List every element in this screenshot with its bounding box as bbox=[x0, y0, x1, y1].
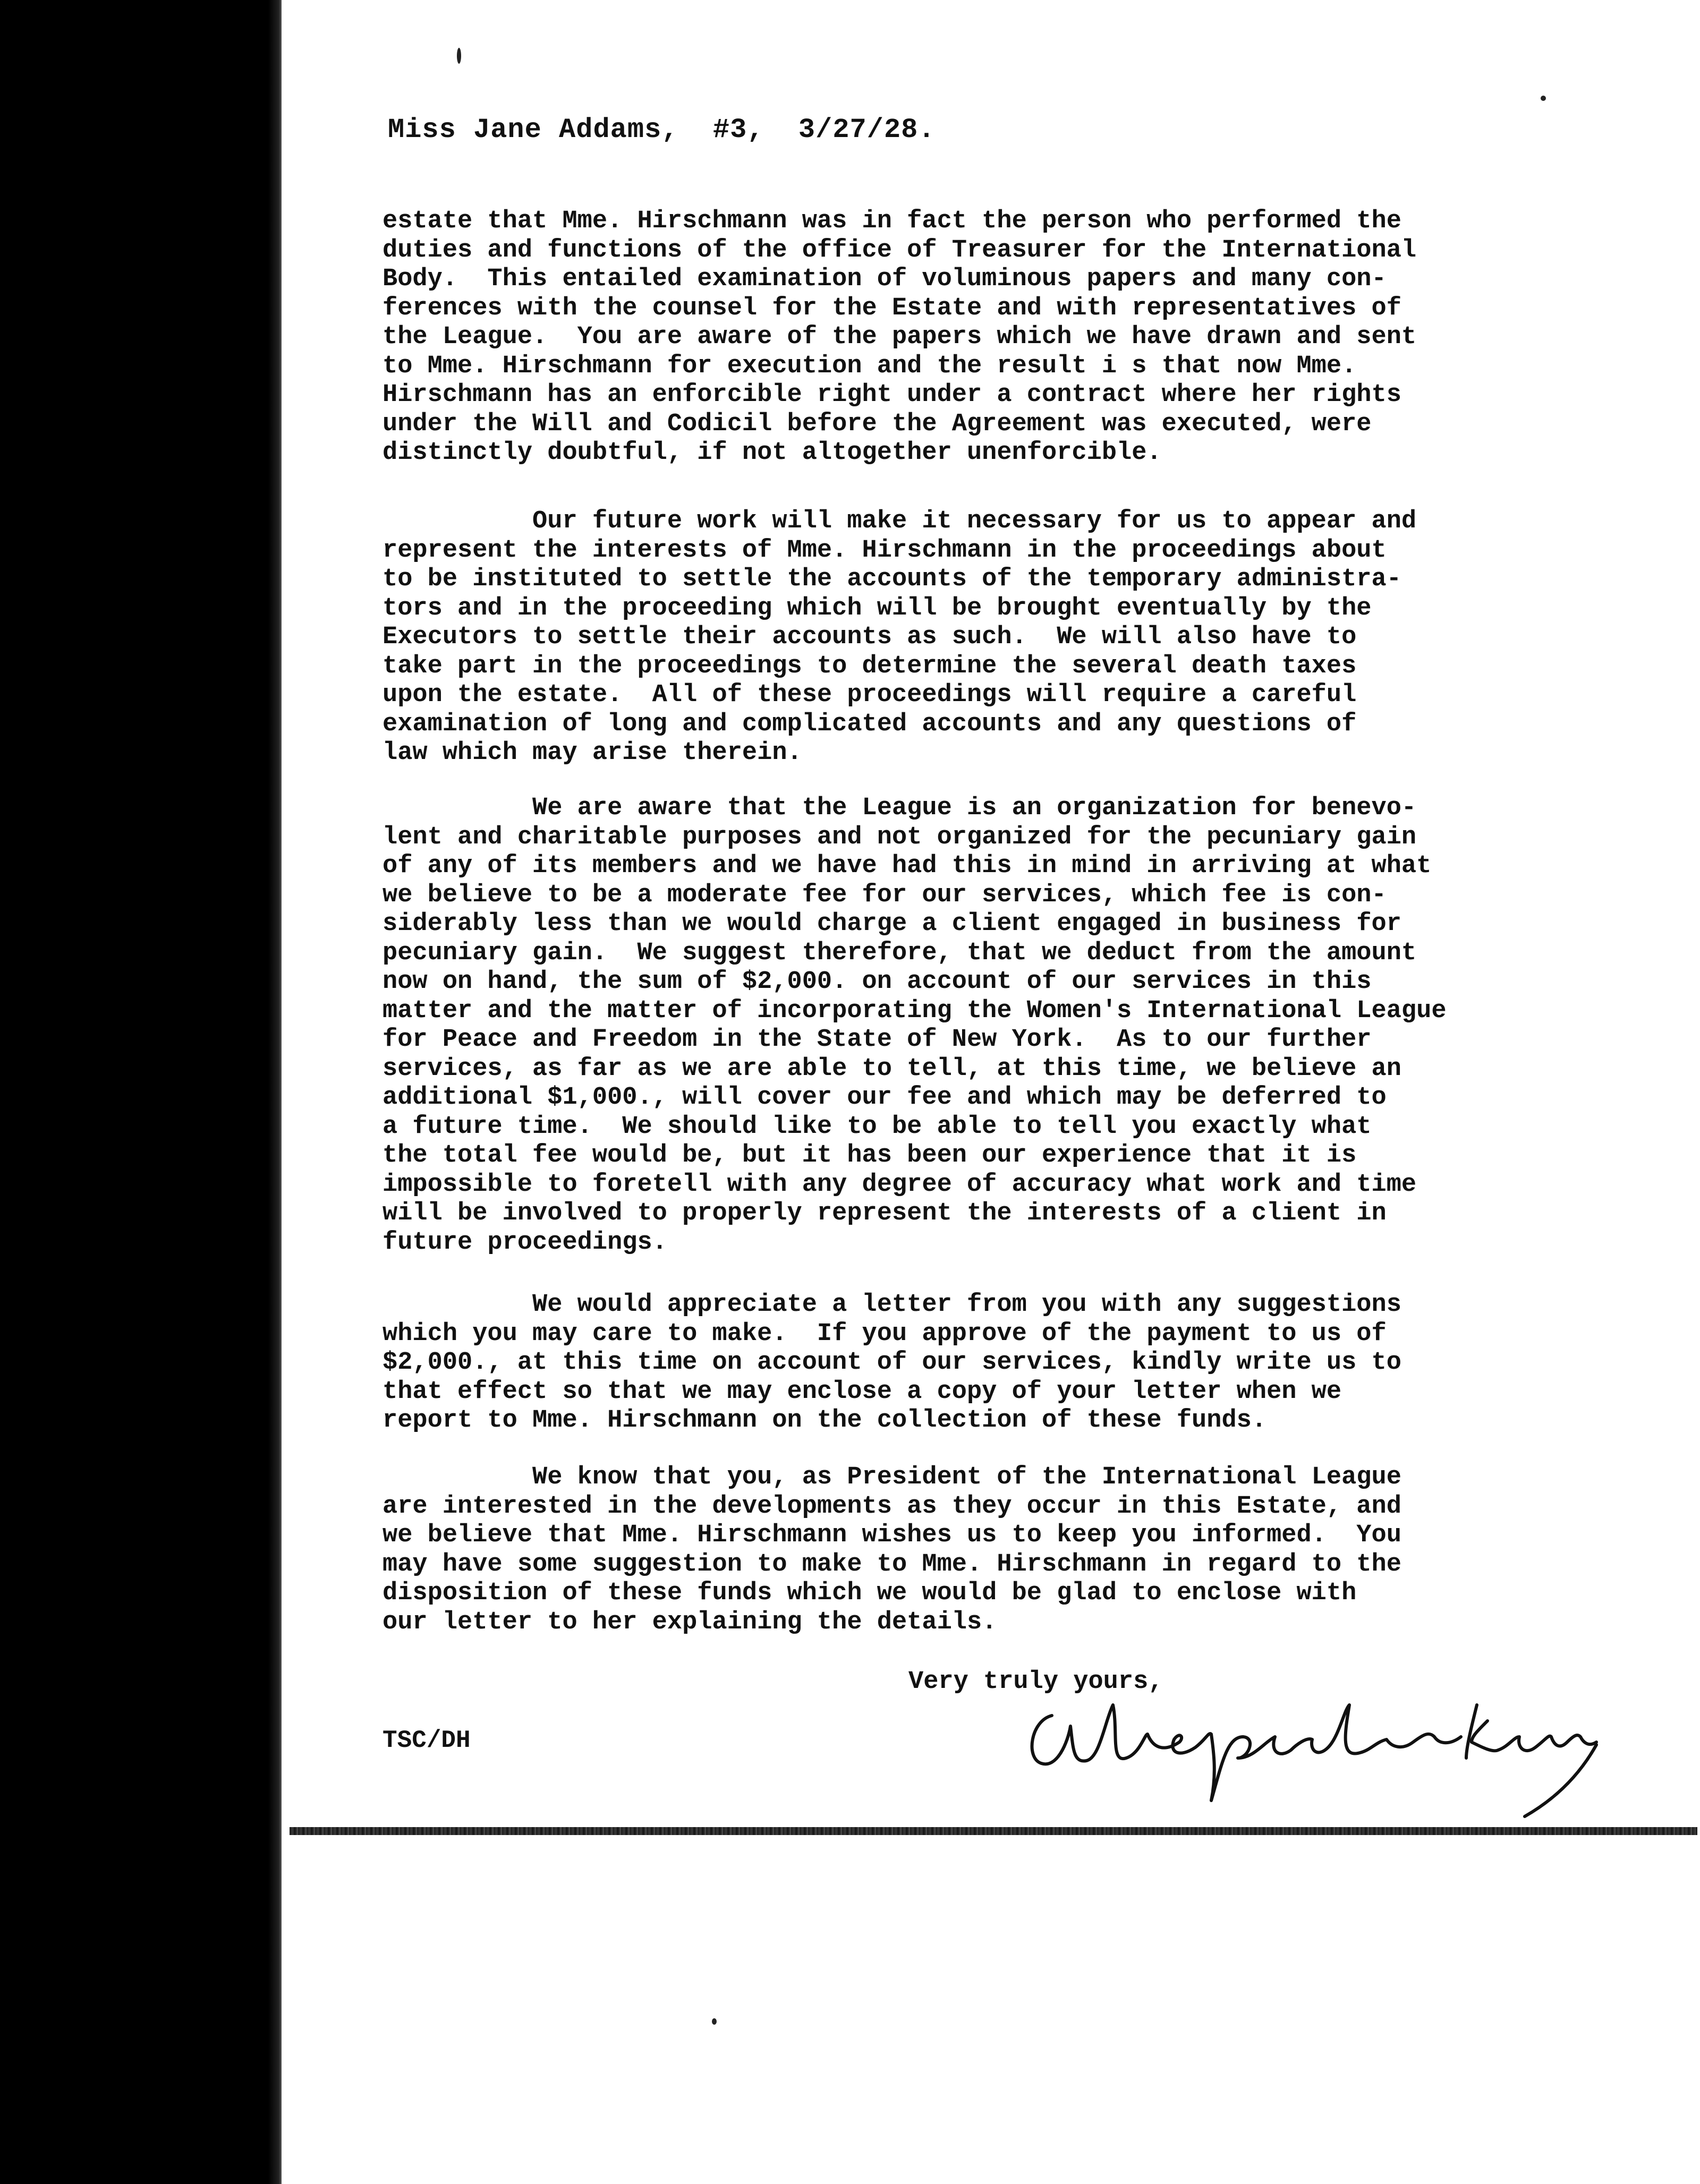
paragraph-2: Our future work will make it necessary for us to appear and represent the interests of Mme. Hirschmann in the proceedings about to be instituted to settle the accounts of the temporary administra- tors and in the proceeding which will be brought eventually by the Executors to settle their accounts as such. We will also have to take part in the proceedings to determine the several death taxes upon the estate. All of these proceedings will require a careful examination of long and complicated accounts and any questions of law which may arise therein. bbox=[382, 507, 1417, 767]
reference-initials: TSC/DH bbox=[382, 1727, 471, 1754]
paragraph-1: estate that Mme. Hirschmann was in fact the person who performed the duties and functions of the office of Treasurer for the International Body. This entailed examination of voluminous papers and many con- ferences with the counsel for the Estate and with representatives of the League. You are aware of the papers which we have drawn and sent to Mme. Hirschmann for execution and the result i s that now Mme. Hirschmann has an enforcible right under a contract where her rights under the Will and Codicil before the Agreement was executed, were distinctly doubtful, if not altogether unenforcible. bbox=[382, 207, 1417, 467]
paragraph-5: We know that you, as President of the International League are interested in the developments as they occur in this Estate, and we believe that Mme. Hirschmann wishes us to keep you informed. You may have some suggestion to make to Mme. Hirschmann in regard to the disposition of these funds which we would be glad to enclose with our letter to her explaining the details. bbox=[382, 1463, 1401, 1636]
ink-speck bbox=[1541, 96, 1546, 101]
page-bottom bbox=[282, 1835, 1700, 2184]
complimentary-close: Very truly yours, bbox=[908, 1668, 1163, 1696]
paragraph-4: We would appreciate a letter from you with any suggestions which you may care to make. If you approve of the payment to us of $2,000., at this time on account of our services, kindly write us to that effect so that we may enclose a copy of your letter when we report to Mme. Hirschmann on the collection of these funds. bbox=[382, 1291, 1401, 1435]
ink-speck bbox=[457, 48, 461, 64]
letter-header: Miss Jane Addams, #3, 3/27/28. bbox=[388, 114, 936, 146]
ink-speck bbox=[712, 2018, 717, 2025]
paragraph-3: We are aware that the League is an organization for benevo- lent and charitable purposes and not organized for the pecuniary gain of any of its members and we have had this in mind in arriving at what we believe to be a moderate fee for our services, which fee is con- siderably less than we would charge a client engaged in business for pecuniary gain. We suggest therefore, that we deduct from the amount now on hand, the sum of $2,000. on account of our services in this matter and the matter of incorporating the Women's International League for Peace and Freedom in the State of New York. As to our further services, as far as we are able to tell, at this time, we believe an additional $1,000., will cover our fee and which may be deferred to a future time. We should like to be able to tell you exactly what the total fee would be, but it has been our experience that it is impossible to foretell with any degree of accuracy what work and time will be involved to properly represent the interests of a client in future proceedings. bbox=[382, 794, 1447, 1257]
